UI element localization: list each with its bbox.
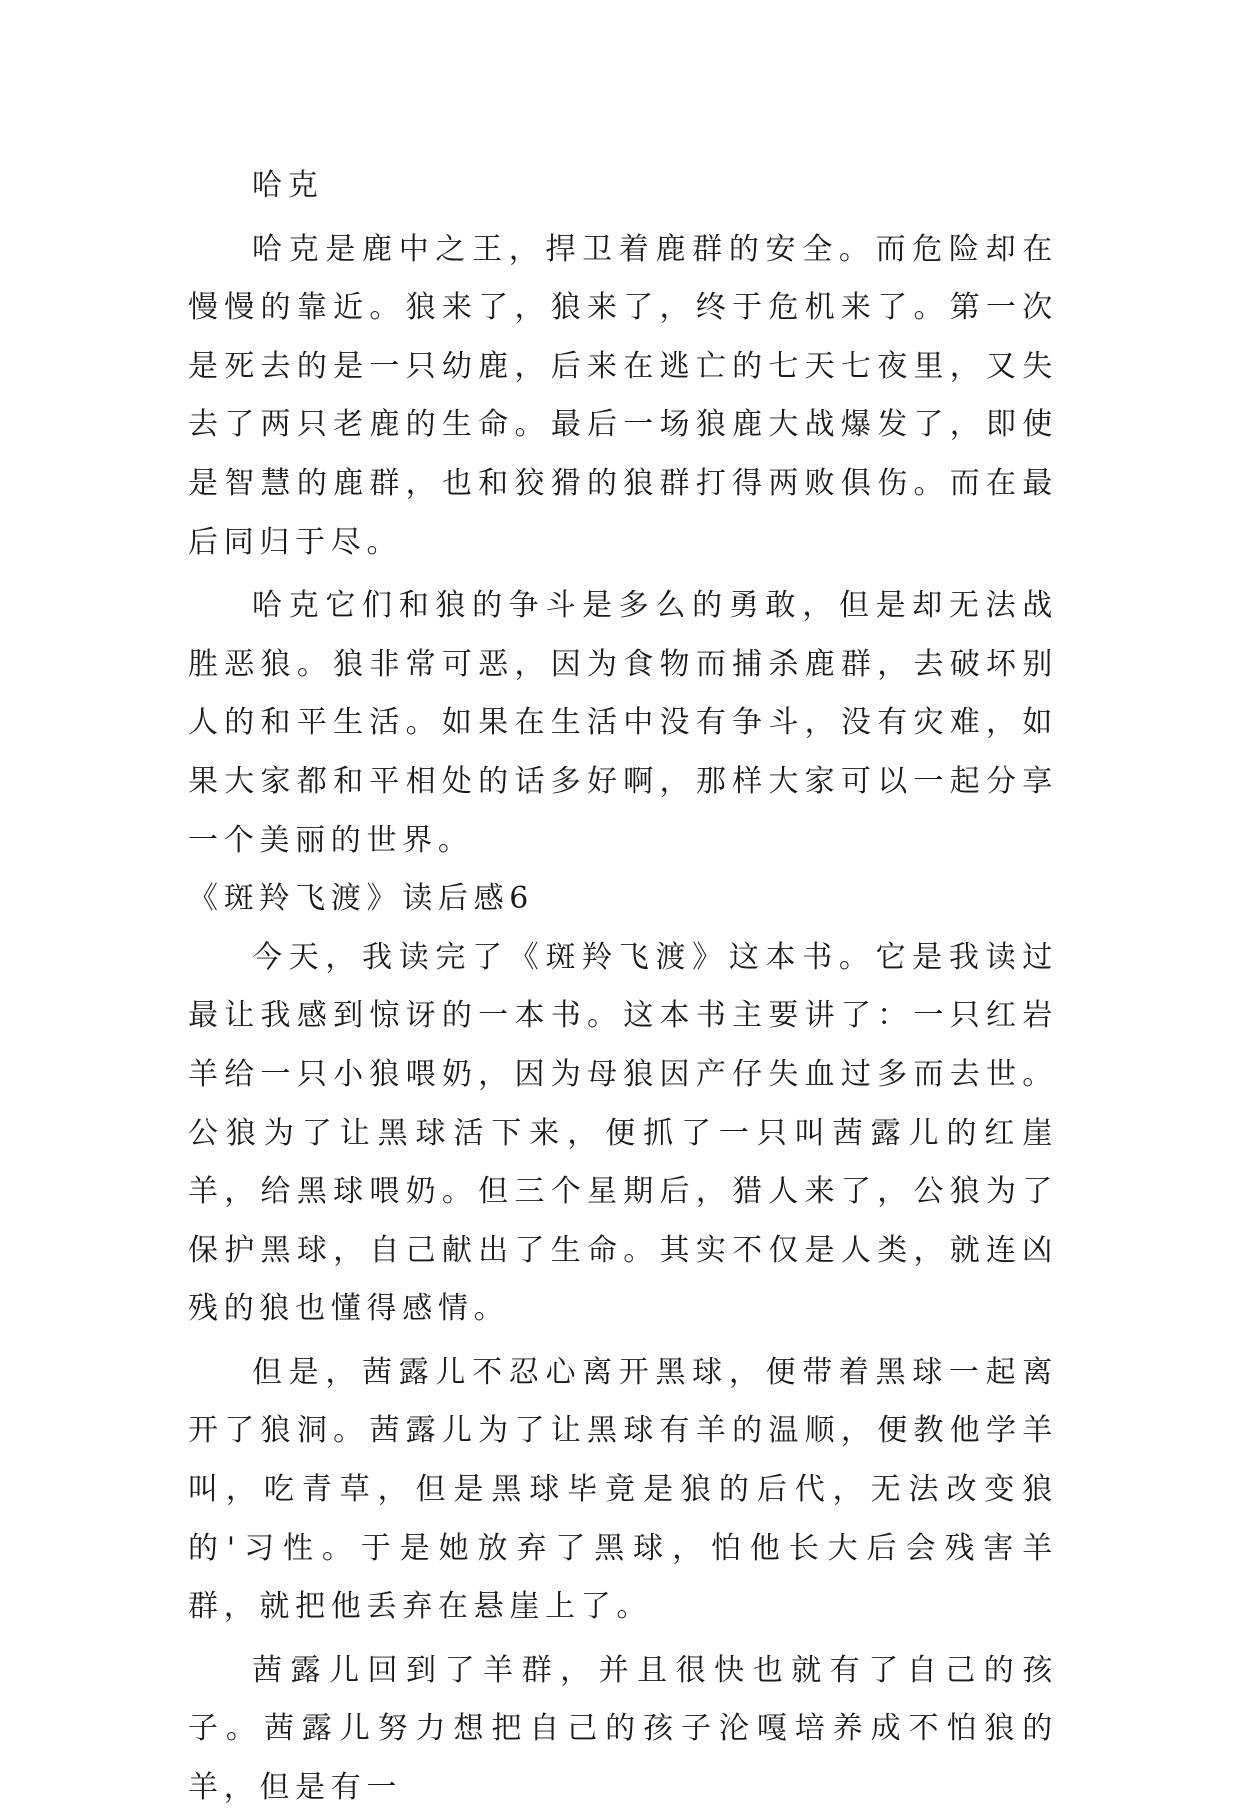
section-heading: 《斑羚飞渡》读后感6 [188, 881, 535, 917]
document-body [188, 157, 1058, 1818]
paragraph: 茜露儿回到了羊群，并且很快也就有了自己的孩子。茜露儿努力想把自己的孩子沦嘎培养成不怕狼的羊，但是有一 [188, 1652, 1058, 1806]
paragraph: 但是，茜露儿不忍心离开黑球，便带着黑球一起离开了狼洞。茜露儿为了让黑球有羊的温顺，便教他学羊叫，吃青草，但是黑球毕竟是狼的后代，无法改变狼的'习性。于是她放弃了黑球，怕他长大后会残害羊群，就把他丢弃在悬崖上了。 [188, 1354, 1058, 1625]
paragraph: 今天，我读完了《斑羚飞渡》这本书。它是我读过最让我感到惊讶的一本书。这本书主要讲了：一只红岩羊给一只小狼喂奶，因为母狼因产仔失血过多而去世。公狼为了让黑球活下来，便抓了一只叫茜露儿的红崖羊，给黑球喂奶。但三个星期后，猎人来了，公狼为了保护黑球，自己献出了生命。其实不仅是人类，就连凶残的狼也懂得感情。 [188, 939, 1058, 1327]
paragraph: 哈克是鹿中之王，捍卫着鹿群的安全。而危险却在慢慢的靠近。狼来了，狼来了，终于危机来了。第一次是死去的是一只幼鹿，后来在逃亡的七天七夜里，又失去了两只老鹿的生命。最后一场狼鹿大战爆发了，即使是智慧的鹿群，也和狡猾的狼群打得两败俱伤。而在最后同归于尽。 [188, 231, 1058, 560]
paragraph: 哈克它们和狼的争斗是多么的勇敢，但是却无法战胜恶狼。狼非常可恶，因为食物而捕杀鹿群，去破坏别人的和平生活。如果在生活中没有争斗，没有灾难，如果大家都和平相处的话多好啊，那样大家可以一起分享一个美丽的世界。 [188, 588, 1058, 858]
paragraph-title-hake: 哈克 [252, 168, 324, 203]
